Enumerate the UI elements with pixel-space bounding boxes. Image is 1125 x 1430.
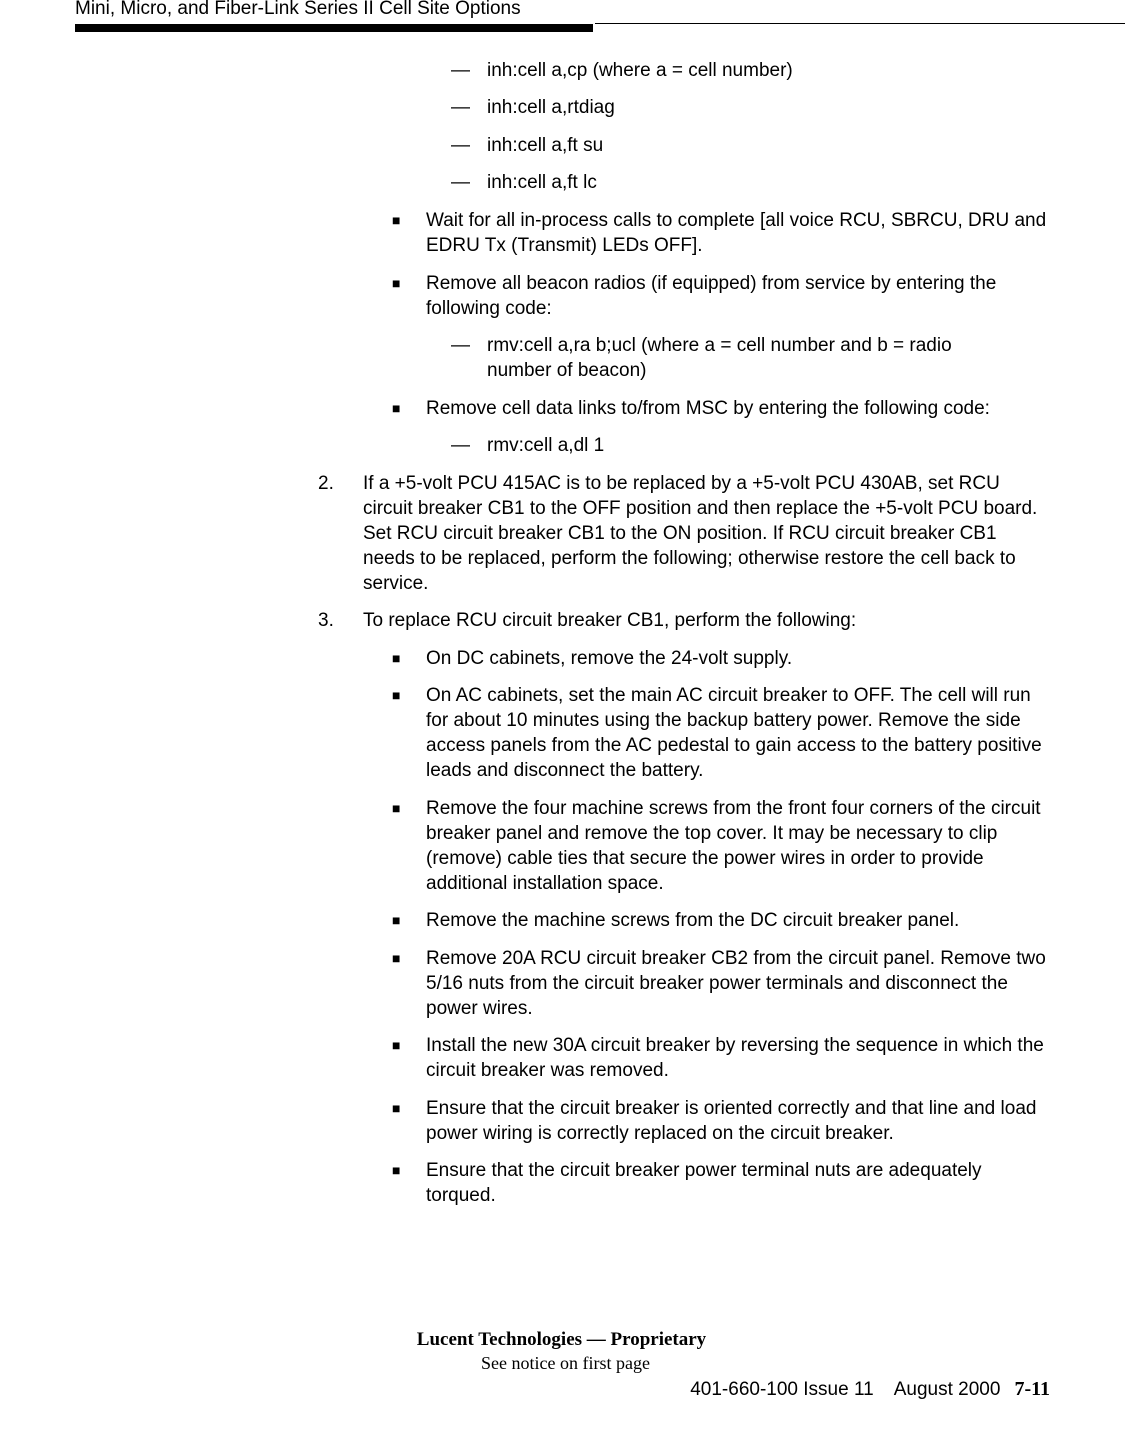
page-number: 7-11 <box>1014 1378 1050 1400</box>
bullet-item <box>392 946 1052 1021</box>
numbered-step <box>318 471 1052 596</box>
doc-id-line <box>0 1378 1050 1404</box>
step-number: 2. <box>318 473 334 494</box>
numbered-step <box>318 608 1052 633</box>
dash-item <box>451 170 1051 195</box>
dash-item <box>451 133 1051 158</box>
dash-item <box>451 333 1011 383</box>
bullet-item <box>392 908 1052 933</box>
bullet-item <box>392 1033 1052 1083</box>
bullet-text: Install the new 30A circuit breaker by reversing the sequence in which the circuit breaker was removed. <box>426 1035 1044 1081</box>
command-text: rmv:cell a,dl 1 <box>487 435 605 456</box>
dash-marker: — <box>451 60 470 81</box>
bullet-marker: ■ <box>392 800 401 816</box>
bullet-marker: ■ <box>392 912 401 928</box>
dash-item <box>451 95 1051 120</box>
bullet-text: On DC cabinets, remove the 24-volt supply. <box>426 648 793 669</box>
bullet-marker: ■ <box>392 400 401 416</box>
bullet-marker: ■ <box>392 1162 401 1178</box>
bullet-text: Ensure that the circuit breaker is oriented correctly and that line and load power wiring is correctly replaced on the circuit breaker. <box>426 1098 1037 1144</box>
bullet-text: Ensure that the circuit breaker power terminal nuts are adequately torqued. <box>426 1160 982 1206</box>
bullet-item <box>392 646 1052 671</box>
bullet-item <box>392 1096 1052 1146</box>
command-text: inh:cell a,ft su <box>487 135 604 156</box>
bullet-marker: ■ <box>392 1100 401 1116</box>
bullet-marker: ■ <box>392 950 401 966</box>
command-text: rmv:cell a,ra b;ucl (where a = cell number and b = radio number of beacon) <box>487 335 952 381</box>
bullet-item <box>392 683 1052 783</box>
bullet-item <box>392 208 1052 258</box>
dash-marker: — <box>451 135 470 156</box>
dash-marker: — <box>451 335 470 356</box>
dash-marker: — <box>451 435 470 456</box>
command-text: inh:cell a,rtdiag <box>487 97 615 118</box>
step-text: If a +5-volt PCU 415AC is to be replaced by a +5-volt PCU 430AB, set RCU circuit breaker CB1 to the OFF position and then replace the +5-volt PCU board. Set RCU circuit breaker CB1 to the ON position. If RCU circuit breaker CB1 needs to be replaced, perform the following; otherwise restore the cell back to service. <box>363 473 1038 594</box>
bullet-item <box>392 1158 1052 1208</box>
bullet-item <box>392 271 1052 321</box>
bullet-marker: ■ <box>392 650 401 666</box>
footer-notice: See notice on first page <box>481 1353 650 1373</box>
step-number: 3. <box>318 610 334 631</box>
command-text: inh:cell a,cp (where a = cell number) <box>487 60 793 81</box>
bullet-marker: ■ <box>392 275 401 291</box>
bullet-text: Remove 20A RCU circuit breaker CB2 from the circuit panel. Remove two 5/16 nuts from the circuit breaker power terminals and disconnect the power wires. <box>426 948 1046 1019</box>
dash-marker: — <box>451 97 470 118</box>
doc-id: 401-660-100 Issue 11 August 2000 <box>690 1379 1001 1400</box>
bullet-text: Remove the machine screws from the DC circuit breaker panel. <box>426 910 960 931</box>
bullet-text: Remove all beacon radios (if equipped) from service by entering the following code: <box>426 273 997 319</box>
footer-brand: Lucent Technologies — Proprietary <box>416 1329 707 1350</box>
dash-item <box>451 58 1051 83</box>
bullet-marker: ■ <box>392 687 401 703</box>
bullet-item <box>392 796 1052 896</box>
bullet-text: Remove cell data links to/from MSC by entering the following code: <box>426 398 990 419</box>
bullet-text: Wait for all in-process calls to complete [all voice RCU, SBRCU, DRU and EDRU Tx (Transmit) LEDs OFF]. <box>426 210 1047 256</box>
bullet-item <box>392 396 1052 421</box>
command-text: inh:cell a,ft lc <box>487 172 597 193</box>
page-footer <box>0 1328 1125 1374</box>
dash-marker: — <box>451 172 470 193</box>
bullet-marker: ■ <box>392 212 401 228</box>
step-text: To replace RCU circuit breaker CB1, perform the following: <box>363 610 857 631</box>
bullet-marker: ■ <box>392 1037 401 1053</box>
header-title: Mini, Micro, and Fiber-Link Series II Cell Site Options <box>75 0 521 19</box>
dash-item <box>451 433 1011 458</box>
bullet-text: Remove the four machine screws from the front four corners of the circuit breaker panel and remove the top cover. It may be necessary to clip (remove) cable ties that secure the power wires in order to provide additional installation space. <box>426 798 1041 894</box>
bullet-text: On AC cabinets, set the main AC circuit breaker to OFF. The cell will run for about 10 minutes using the backup battery power. Remove the side access panels from the AC pedestal to gain access to the battery positive leads and disconnect the battery. <box>426 685 1042 781</box>
